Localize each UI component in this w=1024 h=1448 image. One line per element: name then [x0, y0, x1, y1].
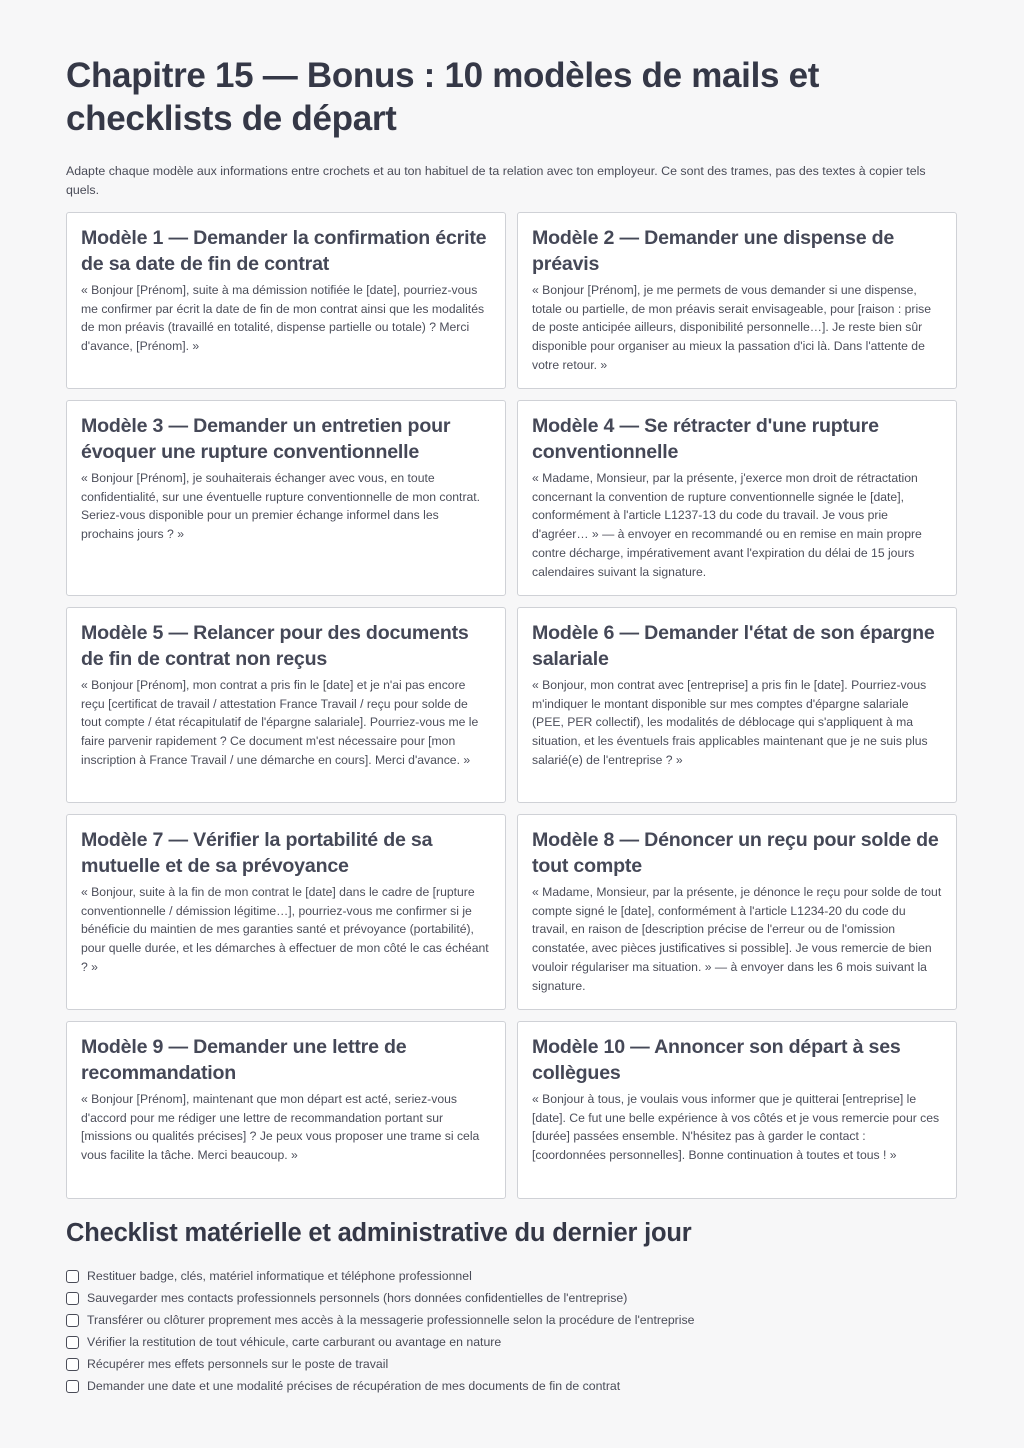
template-body: « Bonjour [Prénom], je me permets de vous demander si une dispense, totale ou partielle, de mon préavis serait envisageable, pour [raison : prise de poste anticipée ailleurs, disponibilité personnelle…]. Je reste bien sûr disponible pour organiser au mieux la passation d'ici là. Dans l'attente de votre retour. »	[532, 283, 932, 372]
checklist-item-label: Demander une date et une modalité précises de récupération de mes documents de fin de contrat	[87, 1379, 621, 1393]
checkbox[interactable]	[66, 1314, 79, 1327]
template-body: « Bonjour, mon contrat avec [entreprise] a pris fin le [date]. Pourriez-vous m'indiquer le montant disponible sur mes comptes d'épargne salariale (PEE, PER collectif), les modalités de déblocage qui s'appliquent à ma situation, et les éventuels frais applicables maintenant que je ne suis plus salarié(e) de l'entreprise ? »	[532, 678, 928, 767]
template-title: Modèle 3 — Demander un entretien pour évoquer une rupture conventionnelle	[81, 415, 451, 463]
template-body: « Bonjour [Prénom], mon contrat a pris fin le [date] et je n'ai pas encore reçu [certificat de travail / attestation France Travail / reçu pour solde de tout compte / état récapitulatif de l'épargne salariale]. Pourriez-vous me le faire parvenir rapidement ? Ce document m'est nécessaire pour [mon inscription à France Travail / une démarche en cours]. Merci d'avance. »	[81, 678, 479, 767]
template-card-4	[517, 400, 957, 596]
template-title: Modèle 10 — Annoncer son départ à ses collègues	[532, 1036, 901, 1084]
template-body: « Madame, Monsieur, par la présente, j'exerce mon droit de rétractation concernant la convention de rupture conventionnelle signée le [date], conformément à l'article L1237-13 du code du travail. Je vous prie d'agréer… » — à envoyer en recommandé ou en remise en main propre contre décharge, impérativement avant l'expiration du délai de 15 jours calendaires suivant la signature.	[532, 471, 922, 579]
page-title: Chapitre 15 — Bonus : 10 modèles de mails et checklists de départ	[66, 56, 820, 138]
template-card-7	[66, 814, 506, 1010]
checklist-item	[66, 1265, 958, 1287]
template-card-10	[517, 1021, 957, 1199]
checkbox[interactable]	[66, 1336, 79, 1349]
checklist-title: Checklist matérielle et administrative du dernier jour	[66, 1219, 692, 1247]
checklist-item-label: Transférer ou clôturer proprement mes accès à la messagerie professionnelle selon la procédure de l'entreprise	[87, 1313, 695, 1327]
template-title: Modèle 9 — Demander une lettre de recommandation	[81, 1036, 407, 1084]
checklist-item	[66, 1331, 958, 1353]
template-card-8	[517, 814, 957, 1010]
template-title: Modèle 4 — Se rétracter d'une rupture conventionnelle	[532, 415, 879, 463]
checklist-item-label: Récupérer mes effets personnels sur le poste de travail	[87, 1357, 389, 1371]
template-body: « Bonjour [Prénom], maintenant que mon départ est acté, seriez-vous d'accord pour me rédiger une lettre de recommandation portant sur [missions ou qualités précises] ? Je peux vous proposer une trame si cela vous facilite la tâche. Merci beaucoup. »	[81, 1092, 480, 1163]
template-card-6	[517, 607, 957, 803]
template-body: « Madame, Monsieur, par la présente, je dénonce le reçu pour solde de tout compte signé le [date], conformément à l'article L1234-20 du code du travail, en raison de [description précise de l'erreur ou de l'omission constatée, avec pièces justificatives si possible]. Je vous remercie de bien vouloir régulariser ma situation. » — à envoyer dans les 6 mois suivant la signature.	[532, 885, 942, 993]
checklist-item-label: Restituer badge, clés, matériel informatique et téléphone professionnel	[87, 1269, 472, 1283]
template-body: « Bonjour [Prénom], suite à ma démission notifiée le [date], pourriez-vous me confirmer par écrit la date de fin de mon contrat ainsi que les modalités de mon préavis (travaillé en totalité, dispense partielle ou totale) ? Merci d'avance, [Prénom]. »	[81, 283, 485, 354]
checklist-item	[66, 1353, 958, 1375]
template-card-1	[66, 212, 506, 389]
template-title: Modèle 7 — Vérifier la portabilité de sa mutuelle et de sa prévoyance	[81, 829, 433, 877]
template-body: « Bonjour [Prénom], je souhaiterais échanger avec vous, en toute confidentialité, sur une éventuelle rupture conventionnelle de mon contrat. Seriez-vous disponible pour un premier échange informel dans les prochains jours ? »	[81, 471, 481, 542]
template-card-3	[66, 400, 506, 596]
template-title: Modèle 8 — Dénoncer un reçu pour solde de tout compte	[532, 829, 939, 877]
template-card-2	[517, 212, 957, 389]
template-title: Modèle 2 — Demander une dispense de préavis	[532, 227, 895, 275]
checklist-item-label: Sauvegarder mes contacts professionnels personnels (hors données confidentielles de l'entreprise)	[87, 1291, 628, 1305]
template-body: « Bonjour à tous, je voulais vous informer que je quitterai [entreprise] le [date]. Ce fut une belle expérience à vos côtés et je vous remercie pour ces [durée] passées ensemble. N'hésitez pas à garder le contact : [coordonnées personnelles]. Bonne continuation à toutes et tous ! »	[532, 1092, 940, 1163]
template-title: Modèle 5 — Relancer pour des documents de fin de contrat non reçus	[81, 622, 469, 670]
intro-text: Adapte chaque modèle aux informations entre crochets et au ton habituel de ta relation avec ton employeur. Ce sont des trames, pas des textes à copier tels quels.	[66, 164, 926, 197]
checklist-item	[66, 1309, 958, 1331]
template-body: « Bonjour, suite à la fin de mon contrat le [date] dans le cadre de [rupture conventionnelle / démission légitime…], pourriez-vous me confirmer si je bénéficie du maintien de mes garanties santé et prévoyance (portabilité), pour quelle durée, et les démarches à effectuer de mon côté le cas échéant ? »	[81, 885, 489, 974]
checklist-item-label: Vérifier la restitution de tout véhicule, carte carburant ou avantage en nature	[87, 1335, 502, 1349]
checkbox[interactable]	[66, 1358, 79, 1371]
template-title: Modèle 6 — Demander l'état de son épargne salariale	[532, 622, 935, 670]
templates-grid	[66, 212, 958, 1199]
template-card-9	[66, 1021, 506, 1199]
checklist-item	[66, 1375, 958, 1397]
checkbox[interactable]	[66, 1292, 79, 1305]
checkbox[interactable]	[66, 1270, 79, 1283]
checkbox[interactable]	[66, 1380, 79, 1393]
template-card-5	[66, 607, 506, 803]
checklist	[66, 1265, 958, 1397]
checklist-item	[66, 1287, 958, 1309]
template-title: Modèle 1 — Demander la confirmation écrite de sa date de fin de contrat	[81, 227, 487, 275]
